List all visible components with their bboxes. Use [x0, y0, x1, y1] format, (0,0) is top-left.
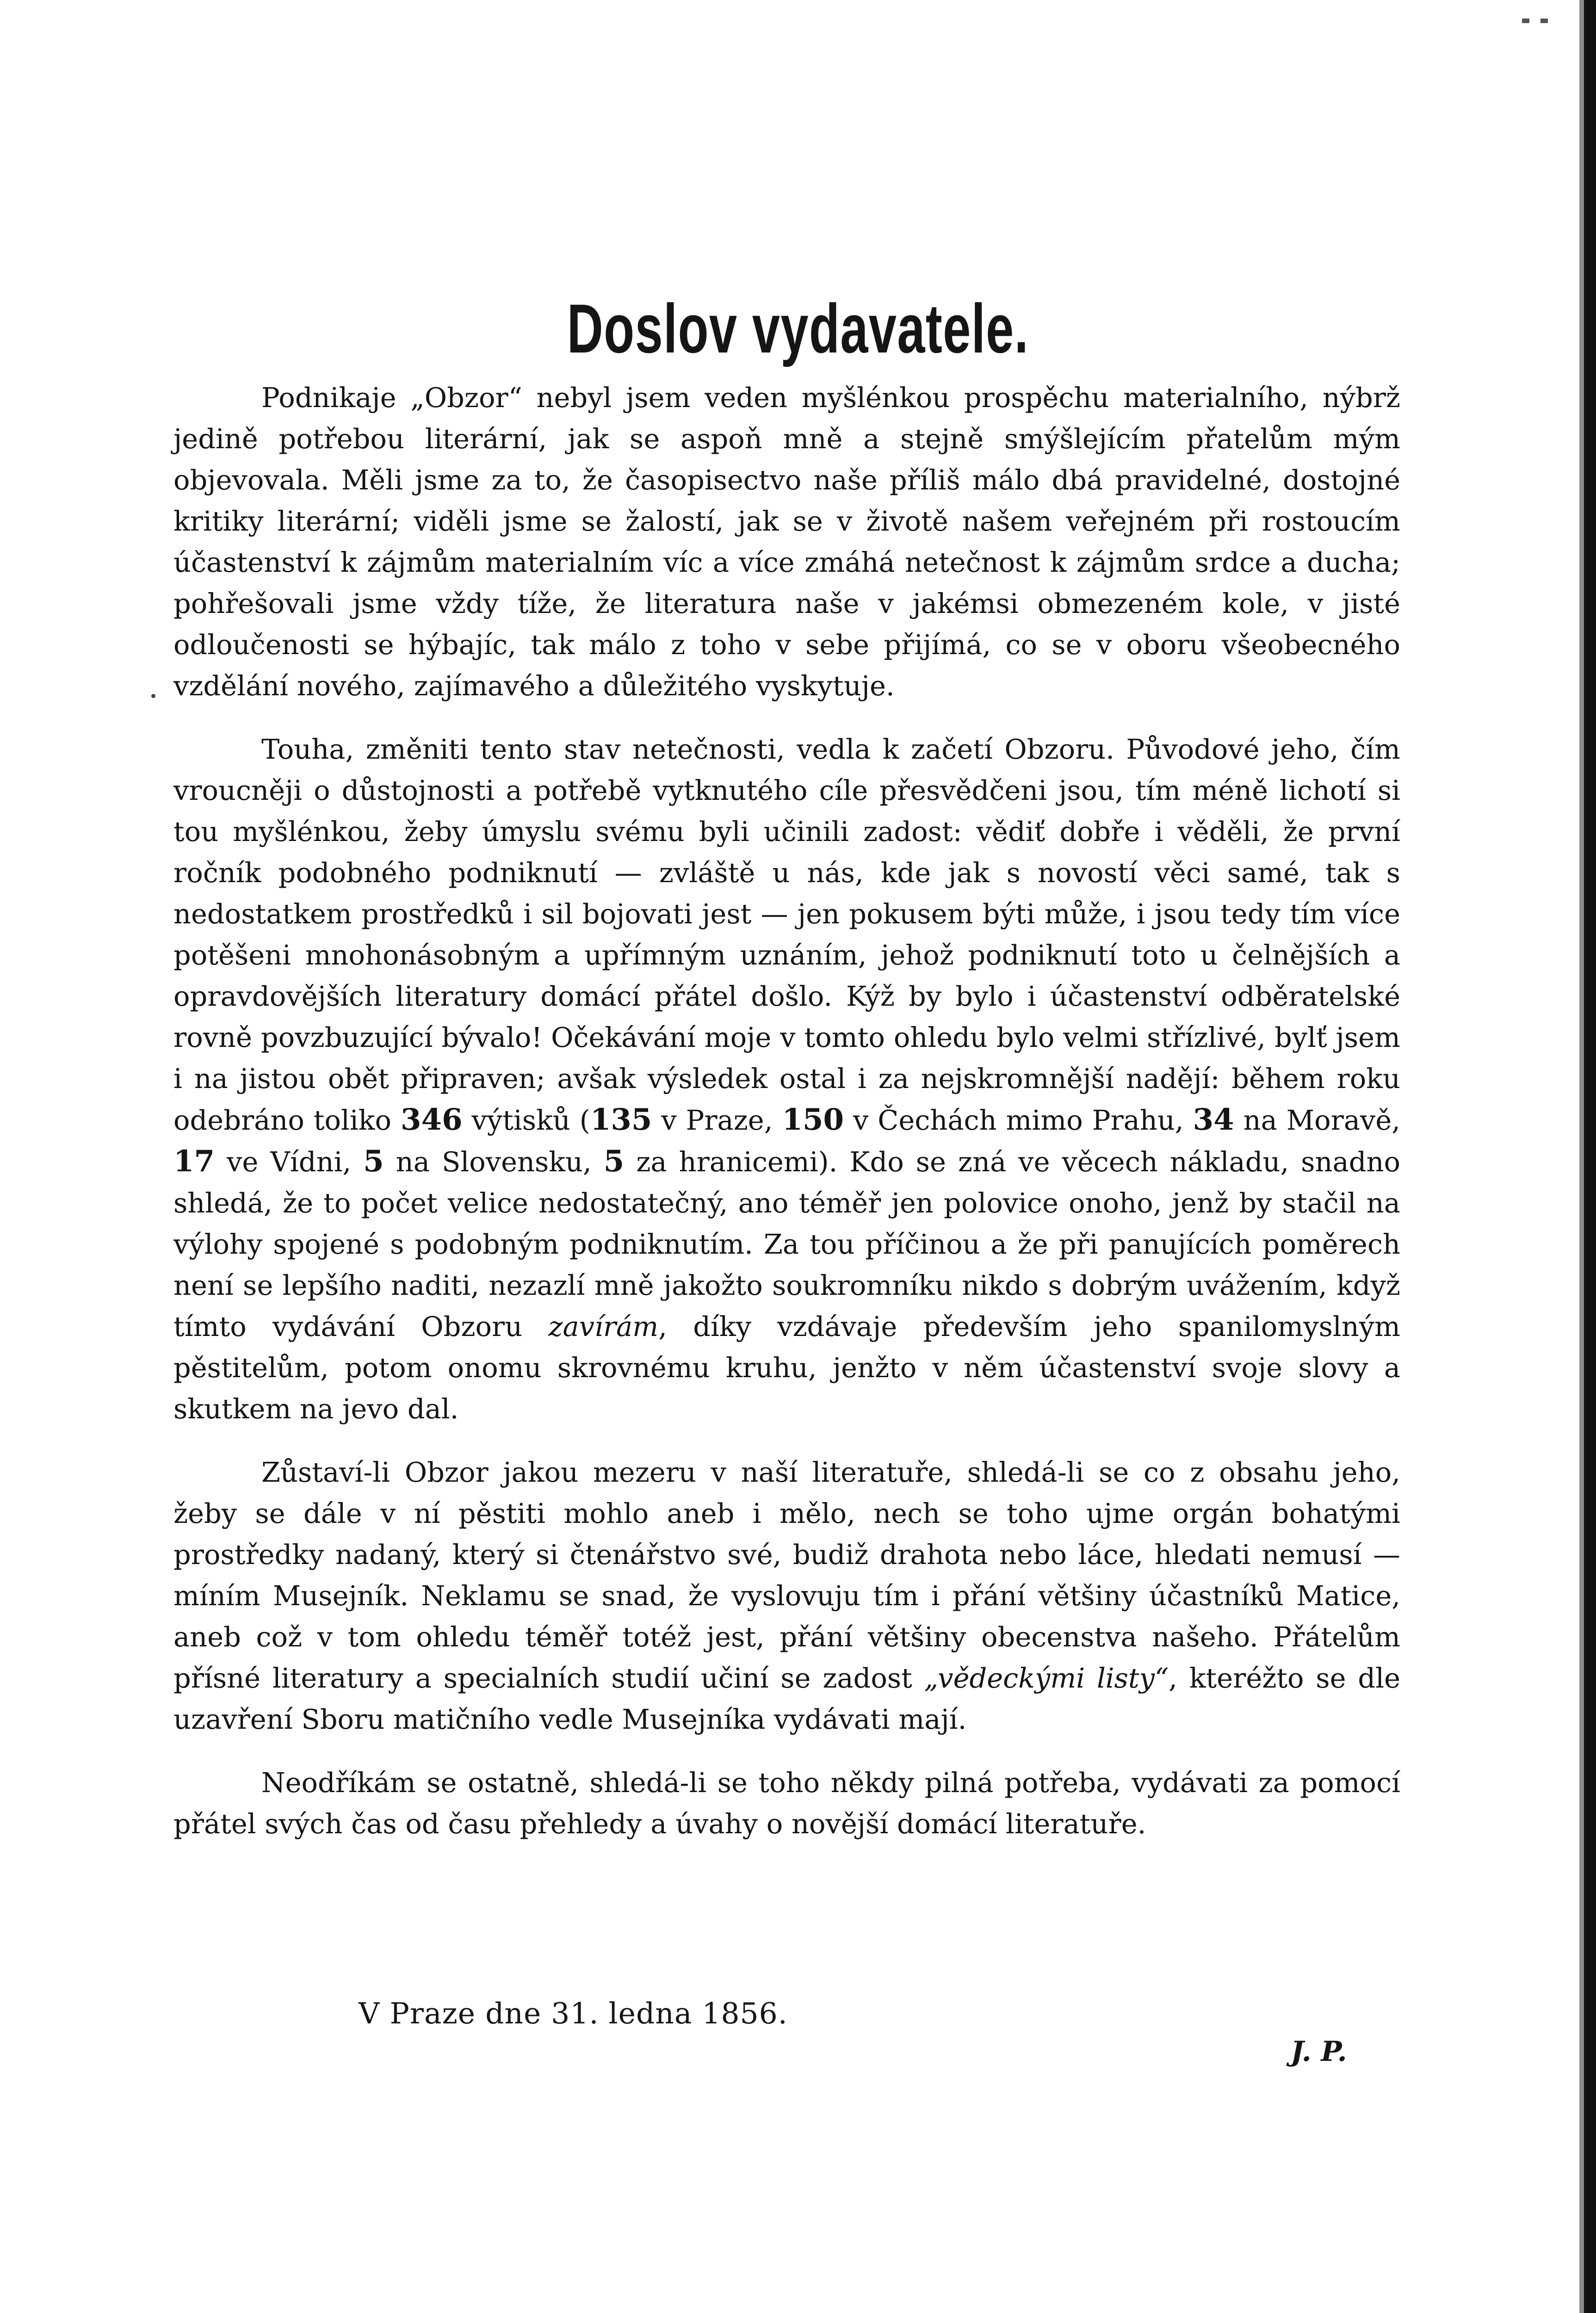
text-run: ve Vídni,	[215, 1146, 364, 1178]
italic-text: zavírám	[548, 1311, 659, 1342]
bold-number: 135	[590, 1102, 652, 1137]
paragraph-1	[173, 377, 1400, 706]
italic-text: „vědeckými listy“	[924, 1662, 1169, 1694]
text-run: výtisků (	[462, 1104, 590, 1136]
bold-number: 34	[1193, 1102, 1234, 1137]
bold-number: 346	[401, 1102, 463, 1137]
bold-number: 150	[782, 1102, 844, 1137]
bold-number: 5	[603, 1144, 625, 1179]
text-run: , kteréžto se dle uzavření Sboru matičního vedle Musejníka vydávati mají.	[173, 1662, 1400, 1735]
signature: J. P.	[1291, 2035, 1347, 2068]
text-run: v Praze,	[652, 1104, 782, 1136]
body-text	[173, 377, 1400, 1867]
text-run: na Moravě,	[1234, 1104, 1401, 1136]
bold-number: 5	[363, 1144, 384, 1179]
page-edge	[1584, 0, 1596, 2313]
text-run: , díky vzdávaje především jeho spanilomyslným pěstitelům, potom onomu skrovnému kruhu, jenžto v něm účastenství svoje slovy a skutkem na jevo dal.	[173, 1311, 1400, 1425]
text-run: v Čechách mimo Prahu,	[844, 1104, 1193, 1136]
scan-corner-mark	[1540, 19, 1548, 23]
text-run: Neodříkám se ostatně, shledá-li se toho někdy pilná potřeba, vydávati za pomocí přátel svých čas od času přehledy a úvahy o novější domácí literatuře.	[173, 1767, 1400, 1840]
page-title: Doslov vydavatele.	[567, 290, 1029, 367]
text-run: Zůstaví-li Obzor jakou mezeru v naší literatuře, shledá-li se co z obsahu jeho, žeby se dále v ní pěstiti mohlo aneb i mělo, nech se toho ujme orgán bohatými prostředky nadaný, který si čtenářstvo své, budiž drahota nebo láce, hledati nemusí — míním Musejník. Neklamu se snad, že vyslovuju tím i přání většiny účastníků Matice, aneb což v tom ohledu téměř totéž jest, přání většiny obecenstva našeho. Přátelům přísné literatury a specialních studií učiní se zadost	[173, 1456, 1400, 1694]
scan-corner-mark	[1522, 19, 1529, 23]
dateline: V Praze dne 31. ledna 1856.	[359, 1997, 788, 2030]
bold-number: 17	[173, 1144, 215, 1179]
paragraph-4	[173, 1762, 1400, 1844]
text-run: za hranicemi). Kdo se zná ve věcech nákladu, snadno shledá, že to počet velice nedostatečný, ano téměř jen polovice onoho, jenž by stačil na výlohy spojené s podobným podniknutím. Za tou příčinou a že při panujících poměrech není se lepšího naditi, nezazlí mně jakožto soukromníku nikdo s dobrým uvážením, když tímto vydávání Obzoru	[173, 1146, 1401, 1342]
text-run: Podnikaje „Obzor“ nebyl jsem veden myšlénkou prospěchu materialního, nýbrž jedině potřebou literární, jak se aspoň mně a stejně smýšlejícím přatelům mým objevovala. Měli jsme za to, že časopisectvo naše příliš málo dbá pravidelné, dostojné kritiky literární; viděli jsme se žalostí, jak se v životě našem veřejném při rostoucím účastenství k zájmům materialním víc a více zmáhá netečnost k zájmům srdce a ducha; pohřešovali jsme vždy tíže, že literatura naše v jakémsi obmezeném kole, v jisté odloučenosti se hýbajíc, tak málo z toho v sebe přijímá, co se v oboru všeobecného vzdělání nového, zajímavého a důležitého vyskytuje.	[173, 382, 1400, 702]
paragraph-2	[173, 729, 1400, 1429]
paragraph-3	[173, 1452, 1400, 1740]
text-run: na Slovensku,	[384, 1146, 604, 1178]
margin-dot	[151, 694, 155, 698]
page-edge-shadow	[1579, 0, 1584, 2313]
text-run: Touha, změniti tento stav netečnosti, vedla k začetí Obzoru. Původové jeho, čím vroucněji o důstojnosti a potřebě vytknutého cíle přesvědčeni jsou, tím méně lichotí si tou myšlénkou, žeby úmyslu svému byli učinili zadost: vědiť dobře i věděli, že první ročník podobného podniknutí — zvláště u nás, kde jak s novostí věci samé, tak s nedostatkem prostředků i sil bojovati jest — jen pokusem býti může, i jsou tedy tím více potěšeni mnohonásobným a upřímným uznáním, jehož podniknutí toto u čelnějších a opravdovějších literatury domácí přátel došlo. Kýž by bylo i účastenství odběratelské rovně povzbuzující bývalo! Očekávání moje v tomto ohledu bylo velmi střízlivé, bylť jsem i na jistou obět připraven; avšak výsledek ostal i za nejskromnější nadějí: během roku odebráno toliko	[173, 733, 1400, 1136]
